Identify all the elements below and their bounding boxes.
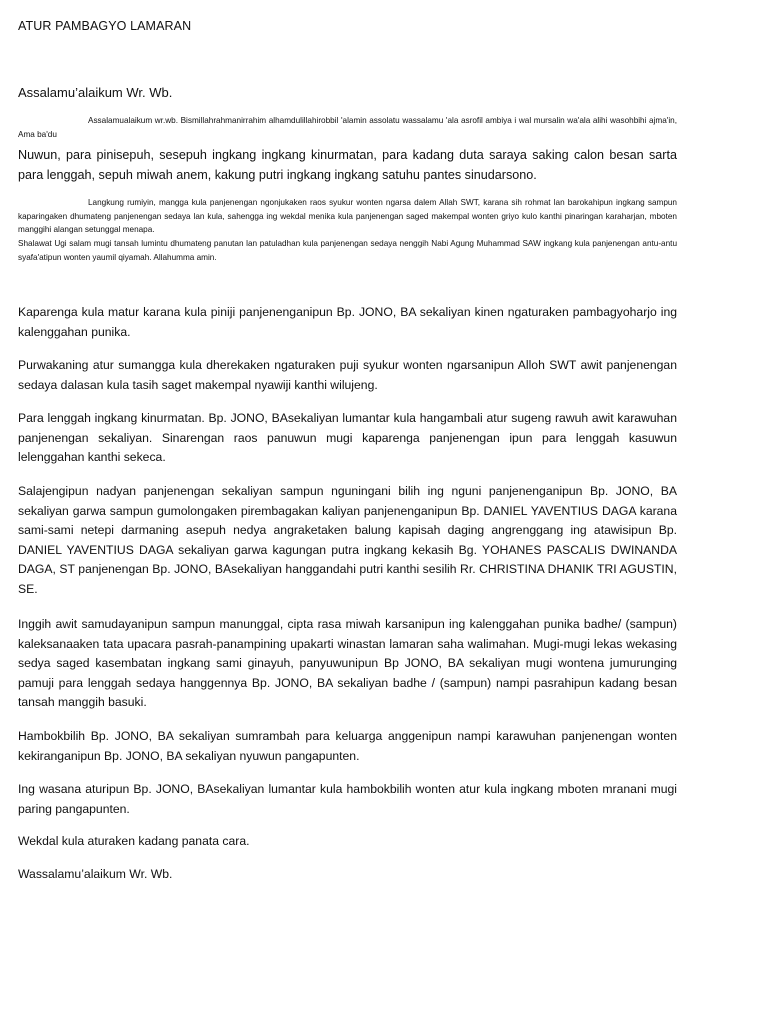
small-paragraph-2: Shalawat Ugi salam mugi tansah lumintu dhumateng panutan lan patuladhan kula panjenengan sedaya nenggih Nabi Agung Muhammad SAW ingkang kula panjenengan antu-antu syafa'atipun wonten yaumil qiyamah. Allahumma amin. bbox=[18, 239, 677, 262]
paragraph-4: Salajengipun nadyan panjenengan sekaliyan sampun nguningani bilih ing nguni panjenenganipun Bp. JONO, BA sekaliyan garwa sampun gumolongaken pirembagakan kaliyan panjenenganipun Bp. DANIEL YAVENTIUS DAGA karana sami-sami netepi darmaning asepuh nedya angraketaken balung kapisah daging angrenggang ing atawisipun Bp. DANIEL YAVENTIUS DAGA sekaliyan garwa kagungan putra ingkang kekasih Bg. YOHANES PASCALIS DWINANDA DAGA, ST panjenengan Bp. JONO, BAsekaliyan hanggandahi putri kanthi sesilih Rr. CHRISTINA DHANIK TRI AGUSTIN, SE. bbox=[18, 484, 677, 596]
paragraph-5: Inggih awit samudayanipun sampun manunggal, cipta rasa miwah karsanipun ing kalenggahan punika badhe/ (sampun) kaleksanaaken tata upacara pasrah-panampining upakarti winastan lamaran saha walimahan. Mugi-mugi lekas wekasing sedya saged kasembatan ingkang sami ginayuh, panyuwunipun Bp JONO, BA sekaliyan mugi wontena jumurunging pamuji para lenggah sedaya hanggennya Bp. JONO, BA sekaliyan badhe / (sampun) nampi pasrahipun kadang besan tansah manggih basuki. bbox=[18, 617, 677, 709]
paragraph-3: Para lenggah ingkang kinurmatan. Bp. JONO, BAsekaliyan lumantar kula hangambali atur sugeng rawuh awit karawuhan panjenengan sekaliyan. Sinarengan raos panuwun mugi kaparenga panjenengan ipun para lenggah kasuwun lelenggahan kanthi sekeca. bbox=[18, 411, 677, 464]
opening-paragraph: Nuwun, para pinisepuh, sesepuh ingkang ingkang kinurmatan, para kadang duta saraya saking calon besan sarta para lenggah, sepuh miwah anem, kakung putri ingkang ingkang satuhu pantes sinudarsono. bbox=[18, 148, 677, 182]
opening-small-text bbox=[18, 114, 677, 141]
paragraph-6: Hambokbilih Bp. JONO, BA sekaliyan sumrambah para keluarga anggenipun nampi karawuhan panjenengan wonten kekiranganipun Bp. JONO, BA sekaliyan nyuwun pangapunten. bbox=[18, 729, 677, 763]
small-paragraph-1-content: Langkung rumiyin, mangga kula panjenengan ngonjukaken raos syukur wonten ngarsa dalem Allah SWT, karana sih rohmat lan barokahipun ingkang sampun kaparingaken dhumateng panjenengan sedaya lan kula, sahengga ing wekdal menika kula panjenengan saged makempal wonten griyo kulo kanthi pinaringan karaharjan, mboten manggihi alangan setunggal menapa. bbox=[18, 198, 677, 234]
closing-greeting: Wassalamu’alaikum Wr. Wb. bbox=[18, 867, 173, 881]
paragraph-1: Kaparenga kula matur karana kula piniji panjenenganipun Bp. JONO, BA sekaliyan kinen ngaturaken pambagyoharjo ing kalenggahan punika. bbox=[18, 305, 677, 339]
opening-small-content: Assalamualaikum wr.wb. Bismillahrahmanirrahim alhamdulillahirobbil 'alamin assolatu wassalamu 'ala asrofil ambiya i wal mursalin wa'ala alihi wasohbihi ajma'in, Ama ba'du bbox=[18, 116, 677, 139]
paragraph-7: Ing wasana aturipun Bp. JONO, BAsekaliyan lumantar kula hambokbilih wonten atur kula ingkang mboten mranani mugi paring pangapunten. bbox=[18, 782, 677, 816]
greeting: Assalamu’alaikum Wr. Wb. bbox=[18, 85, 173, 100]
paragraph-8: Wekdal kula aturaken kadang panata cara. bbox=[18, 834, 250, 848]
document-title: ATUR PAMBAGYO LAMARAN bbox=[18, 19, 192, 33]
paragraph-2: Purwakaning atur sumangga kula dherekaken ngaturaken puji syukur wonten ngarsanipun Alloh SWT awit panjenengan sedaya dalasan kula tasih saget makempal nyawiji kanthi wilujeng. bbox=[18, 358, 677, 392]
small-paragraph-1 bbox=[18, 196, 677, 237]
